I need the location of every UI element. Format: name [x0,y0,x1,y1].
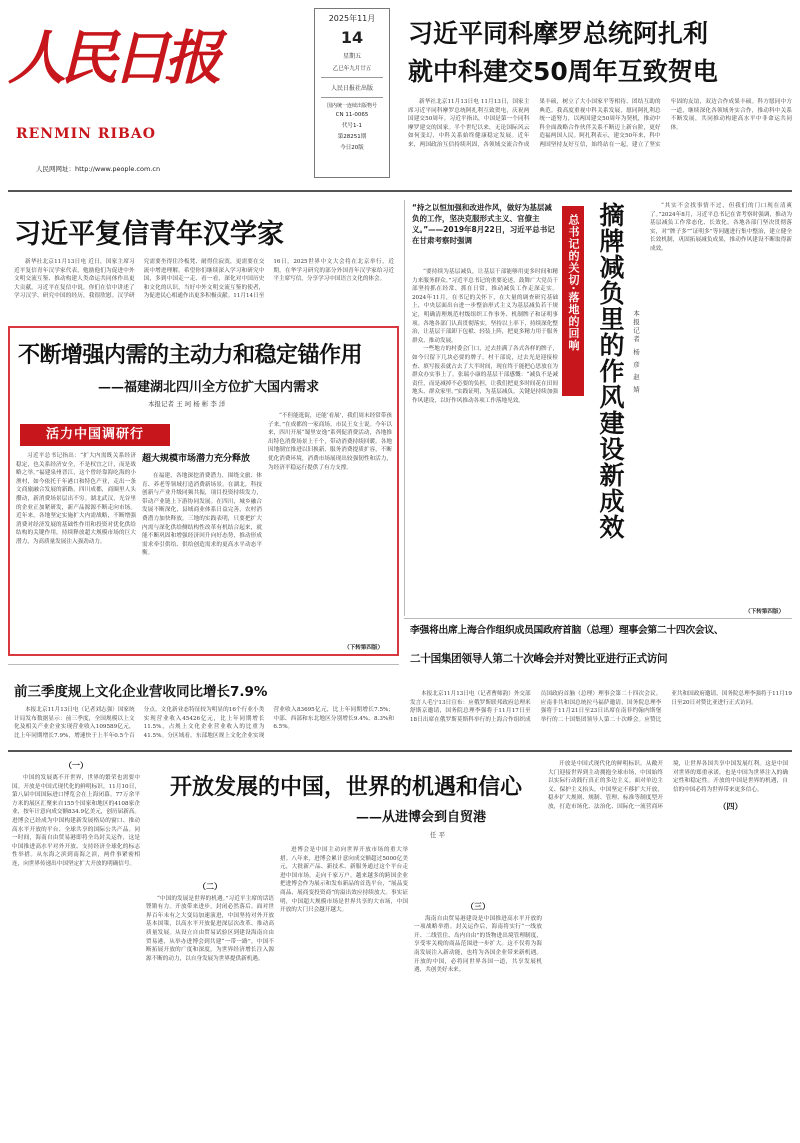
feature-subhead: ——福建湖北四川全方位扩大国内需求 [98,380,320,395]
commentary-side-banner [562,206,584,396]
date-box [314,8,390,178]
culture-body [14,706,394,746]
opinion-section-1: （一） [64,760,88,770]
youth-body [14,258,394,320]
opinion-section-2: （二） [198,881,222,891]
feature-col-2 [142,412,262,648]
youth-body-text: 新华社北京11月13日电 近日，国家主席习近平复信青年汉学家代表，勉励他们为促进中外文明交流互鉴、推动构建人类命运共同体作出更大贡献。习近平在复信中说，你们在信中讲述了学习汉学、研究中国的经历，我很欣慰。汉学研究需要坐得住冷板凳、耐得住寂寞，更需要在交流中增进理解。希望你们继续深入学习和研究中国，多到中国走一走、看一看，深化对中国历史和文化的认识，当好中外文明交流互鉴的使者，为促进民心相通作出更多积极贡献。11月14日至16日，2025世界中文大会将在北京举行。近期，在华学习研究的部分外国青年汉学家给习近平主席写信，分享学习中国语言文化的体会。 [14,259,394,300]
opinion-col-1 [12,774,140,1136]
date-publisher: 人民日报社出版 [330,85,373,92]
feature-headline: 不断增强内需的主动力和稳定锚作用 [18,342,363,368]
opinion-body-text: 中国的发展离不开世界，世界的繁荣也需要中国。开放是中国式现代化的鲜明标识。11月10日，第八届中国国际进口博览会在上海闭幕。77万余平方米的展区汇聚来自155个国家和地区的4108家企业，按年计意向成交额834.9亿美元，创历届新高。进博会已经成为中国构建新发展格局的窗口、推动高水平开放的平台、全球共享的国际公共产品。同一时间，海南自由贸易港即将全岛封关运作，这是中国推进高水平对外开放、支持经济全球化的标志性举措。从东海之滨到南海之滨，两件事紧密相连，向世界传递出中国坚定扩大开放的明确信号。 [12,775,140,867]
opinion-col-3 [280,846,408,1136]
lead-headline-1: 习近平同科摩罗总统阿扎利 [408,19,709,48]
issue-line: CN 11-0065 [335,112,369,118]
commentary-col-2 [650,202,792,606]
issue-line: 今日20版 [340,145,364,151]
opinion-subhead: ——从进博会到自贸港 [356,810,487,825]
diplomacy-body-text: 本报北京11月13日电（记者曹师韵）外交部发言人毛宁13日宣布：应俄罗斯联邦政府总理米舒斯京邀请，国务院总理李强将于11月17日至18日出席在俄罗斯莫斯科举行的上海合作组织成员国政府首脑（总理）理事会第二十四次会议。应南非共和国总统拉马福萨邀请，国务院总理李强将于11月21日至23日出席在南非约翰内斯堡举行的二十国集团领导人第二十次峰会。应赞比亚共和国政府邀请，国务院总理李强将于11月19日至20日对赞比亚进行正式访问。 [410,691,792,723]
feature-section-head: 超大规模市场潜力充分释放 [142,454,251,464]
commentary-body-text: “要持续为基层减负，让基层干部能够用更多时间和精力来服务群众。”习近平总书记的重要论述，鼓舞广大党员干部坚持抓在经常、抓在日常，推动减负工作走深走实。2024年11月，在书记的关怀下，在大量的调查研究基础上，中央层面出台进一步整治形式主义为基层减负若干规定，明确清理规范村级组织工作事务、机制牌子和证明事项。各地各部门认真贯彻落实，坚持以上率下，持续深化整治，让基层干部卸下包袱、轻装上阵，把更多精力用于服务群众、推动发展。 [412,269,558,344]
website-label[interactable]: 人民网网址：http://www.people.com.cn [36,165,161,173]
date-lunar: 乙巳年九月廿五 [332,66,372,72]
commentary-quote: “持之以恒加强和改进作风，做好为基层减负的工作，坚决克服形式主义、官僚主义。”——2019年8月22日，习近平总书记在甘肃考察时强调 [412,203,555,245]
lead-headline-2: 就中科建交50周年互致贺电 [408,57,718,86]
opinion-body-text: 海南自由贸易港建设是中国推进高水平开放的一项战略举措。封关运作后，海南将实行“一线放开、二线管住、岛内自由”的货物进出境管理制度，享受零关税的商品范围进一步扩大。这不仅将为海南发展注入新动能，也将为各国企业带来新机遇。开放的中国，必将同世界各国一道，共享发展机遇，共创美好未来。 [414,915,542,974]
diplomacy-body [410,690,792,742]
opinion-col-4 [414,846,542,1136]
feature-body-text: 在福建，各地深挖消费潜力，围绕文旅、体育、养老等领域打造消费新场景。在湖北，科技创新与产业升级同频共振，项目投资持续发力，带动产业链上下游协同发展。在四川，城乡融合发展不断深化，县域商业体系日益完善，农村消费潜力加快释放。三地的实践表明，只要把扩大内需与深化供给侧结构性改革有机结合起来，就能不断巩固和增强经济回升向好态势，推动形成需求牵引供给、供给创造需求的更高水平动态平衡。 [142,473,262,557]
date-day: 14 [340,28,364,47]
commentary-body-text: “其实不会找事情不过，但我们的门口现在清爽了。”2024年8月，习近平总书记在省考察时强调，推动为基层减负工作常态化、长效化。各地各部门坚决贯彻落实，对“牌子多”“证明多”等问题进行集中整治，建立健全长效机制，巩固拓展减负成果，推动作风建设不断取得新成效。 [650,203,792,252]
commentary-big-headline: 摘牌减负里的作风建设新成效 [596,202,625,540]
opinion-byline: 任 平 [430,831,446,839]
feature-banner-label: 活力中国调研行 [45,427,144,442]
issue-line: 第28251期 [337,134,367,140]
opinion-col-2 [146,846,274,1136]
date-weekday: 星期五 [342,53,361,60]
commentary-side-banner-label: 总书记的关切·落地的回响 [567,214,580,352]
masthead-pinyin: RENMIN RIBAO [16,126,156,142]
feature-col-1 [16,452,136,648]
commentary-col-1 [412,268,558,616]
date-year-month: 2025年11月 [328,14,376,23]
issue-line: 国内统一连续出版物号 [326,103,377,109]
opinion-section-4: （四） [718,801,743,812]
culture-headline: 前三季度规上文化企业营收同比增长7.9% [14,684,268,700]
opinion-body-text: 进博会是中国主动向世界开放市场的重大举措。八年来，进博会累计意向成交额超过5000亿美元，大批新产品、新技术、新服务通过这个平台走进中国市场，走向千家万户。越来越多的跨国企业把进博会作为展示和发布新品的首选平台，“展品变商品、展商变投资商”的溢出效应持续放大。事实证明，中国超大规模市场是世界共享的大市场，中国开放的大门只会越开越大。 [280,847,408,914]
lead-body-text: 新华社北京11月13日电 11月13日，国家主席习近平同科摩罗总统阿扎利互致贺电，庆祝两国建交50周年。习近平指出，中国是第一个同科摩罗建交的国家。半个世纪以来，无论国际风云如何变幻，中科关系始终健康稳定发展。近年来，两国政治互信持续巩固，各领域交流合作成果丰硕，树立了大小国家平等相待、团结互助的典范。我高度重视中科关系发展，愿同阿扎利总统一道努力，以两国建交50周年为契机，推动中科全面战略合作伙伴关系不断迈上新台阶，更好造福两国人民。阿扎利表示，建交50年来，科中两国坚持友好互信，始终站在一起，建立了坚实牢固的友谊，双边合作成果丰硕。科方愿同中方一道，继续深化各领域务实合作，推动科中关系不断发展，共同推动构建高水平中非命运共同体。 [408,99,792,148]
opinion-section-3: （三） [466,901,490,911]
youth-headline: 习近平复信青年汉学家 [14,219,284,250]
feature-body-text: “不但能逛街，还能‘看展’，我们周末经常带孩子来。”在成都的一家商场，市民王女士说。今年以来，四川开展“蜀里安逸”系列促消费活动，各地推出特色消费场景上千个，带动消费持续回暖。各地因地制宜推进以旧换新、服务消费提质扩容，不断优化消费环境，消费市场展现出较强韧性和活力，为经济平稳运行提供了有力支撑。 [268,413,392,471]
opinion-headline: 开放发展的中国，世界的机遇和信心 [170,775,523,800]
culture-body-text: 本报北京11月13日电（记者刘志强）国家统计局发布数据显示：前三季度，全国规模以上文化及相关产业企业实现营业收入109589亿元，比上年同期增长7.9%，增速快于上半年0.5个百分点。文化新业态特征较为明显的16个行业小类实现营业收入45426亿元，比上年同期增长11.5%，占规上文化企业营业收入的比重为41.5%。分区域看，东部地区规上文化企业实现营业收入83695亿元，比上年同期增长7.5%；中部、西部和东北地区分别增长9.4%、8.3%和6.5%。 [14,707,394,739]
feature-body-text: 习近平总书记指出：“扩大内需既关系经济稳定，也关系经济安全，不是权宜之计，而是战略之举。”福建泉州晋江，这个曾经靠海吃海的小渔村，如今依托千年港口和特色产业，走出一条文商旅融合发展的新路。四川成都，商圈里人头攒动，新消费场景层出不穷。湖北武汉，光谷里的企业正加紧研发，新产品源源不断走向市场。近年来，各地坚定实施扩大内需战略，不断增强消费对经济发展的基础性作用和投资对优化供给结构的关键作用，持续释放超大规模市场的巨大潜力，为高质量发展注入强劲动力。 [16,453,136,545]
opinion-body-text: “中国的发展是世界的机遇。”习近平主席的话语铿锵有力。开放带来进步，封闭必然落后。面对世界百年未有之大变局加速演进，中国坚持对外开放基本国策，以高水平开放促进深层次改革、推动高质量发展。从设立自由贸易试验区到建设海南自由贸易港，从举办进博会到共建“一带一路”，中国不断拓展开放的广度和深度，为世界经济增长注入源源不断的动力，以自身发展为世界提供新机遇。 [146,895,274,962]
opinion-col-5 [548,760,788,1136]
feature-byline: 本报记者 王 珂 杨 彬 李 洋 [148,400,226,408]
diplomacy-headline-1: 李强将出席上海合作组织成员国政府首脑（总理）理事会第二十四次会议、 [410,625,724,636]
commentary-continue: （下转第四版） [745,609,785,615]
commentary-byline: 本报记者 杨 彦 赵 婧 [632,310,640,395]
diplomacy-headline-2: 二十国集团领导人第二十次峰会并对赞比亚进行正式访问 [410,653,668,665]
commentary-body-text: 一些地方的村委会门口，过去挂满了各式各样的牌子，如今只留下几块必要的牌子。村干部说，过去光是迎接检查、填写报表就占去了大半时间，现在终于能把心思放在为群众办实事上了。张瑞小康的基层干部感慨：“减负不是减责任，而是减掉不必要的负担，让我们把更多时间花在田间地头、群众家里。”实践证明，为基层减负，关键是持续加强作风建设，以好作风推动各项工作落地见效。 [412,346,558,404]
masthead-title: 人民日报 [8,24,217,92]
feature-col-3 [268,412,392,638]
opinion-body-text: 开放是中国式现代化的鲜明标识。从敞开大门迎接世界到主动拥抱全球市场，中国始终以实际行动践行真正的多边主义。面对单边主义、保护主义抬头，中国坚定不移扩大开放，稳步扩大规则、规制、管理、标准等制度型开放，打造市场化、法治化、国际化一流营商环境，让世界各国共享中国发展红利。这是中国对世界的郑重承诺，也是中国为世界注入的确定性和稳定性。开放的中国是世界的机遇，自信的中国必将为世界带来更多信心。 [548,761,788,810]
issue-line: 代号1-1 [342,123,362,129]
lead-body [408,98,792,178]
feature-continue: （下转第四版） [344,645,384,651]
